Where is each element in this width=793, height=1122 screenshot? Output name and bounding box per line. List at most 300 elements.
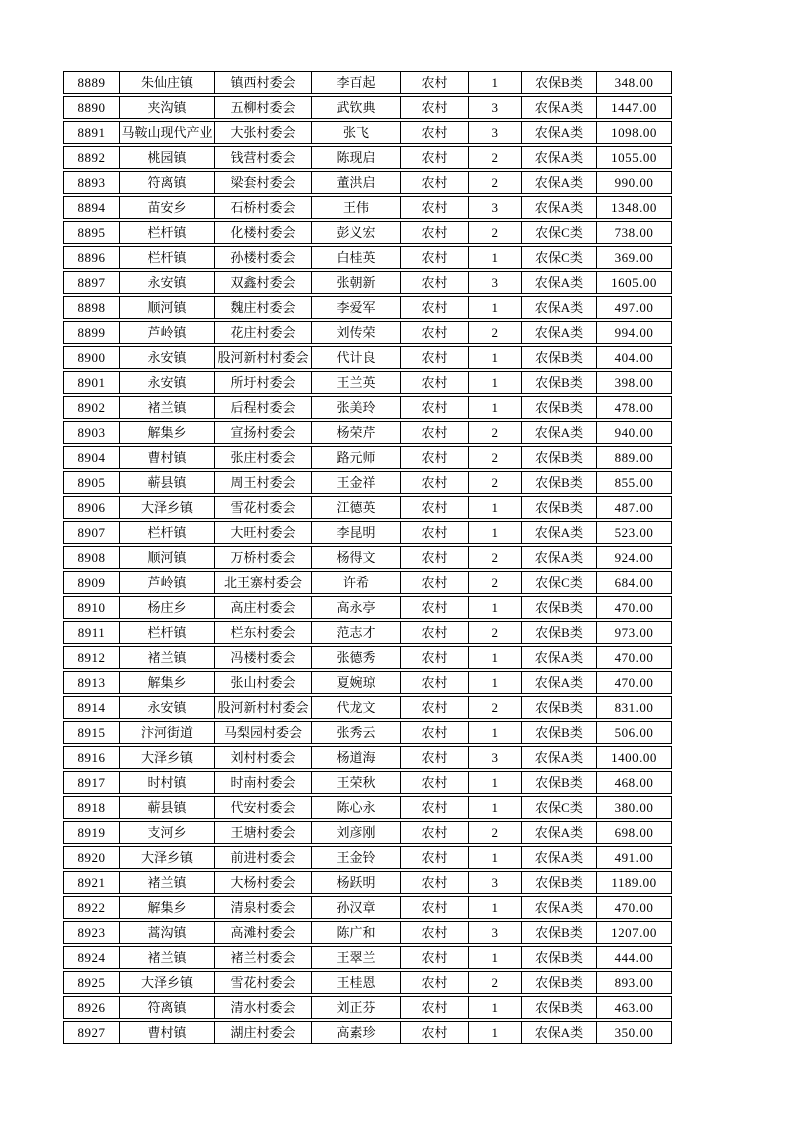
cell-town: 杨庄乡 [120,596,215,619]
cell-residence-type: 农村 [401,546,469,569]
cell-person-count: 2 [469,421,522,444]
cell-record-id: 8902 [63,396,120,419]
cell-village-committee: 魏庄村委会 [215,296,312,319]
cell-person-count: 1 [469,646,522,669]
table-row [63,171,672,194]
cell-insurance-category: 农保B类 [522,696,597,719]
cell-residence-type: 农村 [401,796,469,819]
table-row [63,321,672,344]
cell-town: 顺河镇 [120,296,215,319]
cell-person-name: 彭义宏 [312,221,401,244]
table-row [63,246,672,269]
cell-person-name: 杨得文 [312,546,401,569]
table-row [63,1021,672,1044]
cell-town: 栏杆镇 [120,221,215,244]
cell-residence-type: 农村 [401,621,469,644]
cell-town: 汴河街道 [120,721,215,744]
cell-town: 朱仙庄镇 [120,71,215,94]
cell-record-id: 8900 [63,346,120,369]
cell-village-committee: 梁套村委会 [215,171,312,194]
cell-residence-type: 农村 [401,896,469,919]
cell-amount: 1055.00 [597,146,672,169]
cell-residence-type: 农村 [401,171,469,194]
cell-insurance-category: 农保B类 [522,596,597,619]
cell-town: 芦岭镇 [120,571,215,594]
cell-town: 褚兰镇 [120,946,215,969]
cell-person-count: 1 [469,721,522,744]
cell-town: 栏杆镇 [120,521,215,544]
cell-town: 栏杆镇 [120,246,215,269]
cell-person-name: 陈广和 [312,921,401,944]
cell-insurance-category: 农保B类 [522,771,597,794]
cell-person-name: 杨跃明 [312,871,401,894]
cell-town: 蕲县镇 [120,796,215,819]
table-row [63,346,672,369]
cell-residence-type: 农村 [401,371,469,394]
cell-insurance-category: 农保B类 [522,721,597,744]
cell-insurance-category: 农保A类 [522,846,597,869]
cell-residence-type: 农村 [401,721,469,744]
cell-insurance-category: 农保A类 [522,546,597,569]
cell-record-id: 8908 [63,546,120,569]
cell-insurance-category: 农保A类 [522,146,597,169]
cell-village-committee: 双鑫村委会 [215,271,312,294]
cell-insurance-category: 农保B类 [522,346,597,369]
table-row [63,296,672,319]
cell-town: 符离镇 [120,996,215,1019]
cell-person-count: 2 [469,621,522,644]
cell-record-id: 8890 [63,96,120,119]
cell-town: 曹村镇 [120,1021,215,1044]
cell-record-id: 8905 [63,471,120,494]
cell-person-count: 2 [469,546,522,569]
cell-amount: 994.00 [597,321,672,344]
cell-residence-type: 农村 [401,871,469,894]
cell-village-committee: 王塘村委会 [215,821,312,844]
cell-record-id: 8923 [63,921,120,944]
cell-person-count: 1 [469,846,522,869]
cell-village-committee: 张山村委会 [215,671,312,694]
table-row [63,396,672,419]
cell-town: 永安镇 [120,371,215,394]
cell-insurance-category: 农保B类 [522,871,597,894]
cell-person-count: 3 [469,121,522,144]
cell-person-count: 1 [469,896,522,919]
cell-village-committee: 花庄村委会 [215,321,312,344]
cell-person-count: 3 [469,871,522,894]
cell-person-count: 3 [469,921,522,944]
cell-village-committee: 北王寨村委会 [215,571,312,594]
cell-person-count: 2 [469,171,522,194]
cell-residence-type: 农村 [401,696,469,719]
cell-residence-type: 农村 [401,671,469,694]
cell-residence-type: 农村 [401,346,469,369]
cell-amount: 444.00 [597,946,672,969]
cell-person-name: 王桂恩 [312,971,401,994]
cell-person-name: 王伟 [312,196,401,219]
cell-town: 蕲县镇 [120,471,215,494]
cell-town: 解集乡 [120,896,215,919]
table-row [63,196,672,219]
table-row [63,646,672,669]
cell-record-id: 8927 [63,1021,120,1044]
cell-residence-type: 农村 [401,71,469,94]
cell-record-id: 8891 [63,121,120,144]
cell-person-count: 1 [469,296,522,319]
cell-amount: 1348.00 [597,196,672,219]
cell-record-id: 8909 [63,571,120,594]
cell-amount: 893.00 [597,971,672,994]
cell-amount: 404.00 [597,346,672,369]
cell-amount: 478.00 [597,396,672,419]
cell-amount: 380.00 [597,796,672,819]
cell-record-id: 8924 [63,946,120,969]
cell-residence-type: 农村 [401,496,469,519]
cell-village-committee: 张庄村委会 [215,446,312,469]
table-row [63,696,672,719]
cell-amount: 1605.00 [597,271,672,294]
cell-town: 永安镇 [120,271,215,294]
cell-village-committee: 时南村委会 [215,771,312,794]
cell-village-committee: 清泉村委会 [215,896,312,919]
cell-insurance-category: 农保C类 [522,571,597,594]
cell-residence-type: 农村 [401,521,469,544]
cell-person-count: 3 [469,196,522,219]
cell-town: 解集乡 [120,671,215,694]
cell-amount: 470.00 [597,896,672,919]
cell-residence-type: 农村 [401,921,469,944]
cell-person-name: 李昆明 [312,521,401,544]
cell-residence-type: 农村 [401,221,469,244]
table-row [63,71,672,94]
cell-person-name: 杨荣芹 [312,421,401,444]
cell-insurance-category: 农保B类 [522,996,597,1019]
cell-town: 大泽乡镇 [120,496,215,519]
cell-insurance-category: 农保B类 [522,496,597,519]
cell-amount: 1207.00 [597,921,672,944]
cell-amount: 491.00 [597,846,672,869]
cell-record-id: 8920 [63,846,120,869]
cell-amount: 1400.00 [597,746,672,769]
cell-person-name: 董洪启 [312,171,401,194]
cell-person-count: 3 [469,746,522,769]
table-row [63,821,672,844]
cell-insurance-category: 农保A类 [522,271,597,294]
table-row [63,446,672,469]
cell-person-count: 1 [469,771,522,794]
cell-person-name: 江德英 [312,496,401,519]
cell-town: 马鞍山现代产业 [120,121,215,144]
table-row [63,896,672,919]
cell-town: 大泽乡镇 [120,971,215,994]
cell-record-id: 8922 [63,896,120,919]
cell-person-name: 夏婉琼 [312,671,401,694]
cell-residence-type: 农村 [401,446,469,469]
cell-residence-type: 农村 [401,846,469,869]
cell-person-count: 2 [469,971,522,994]
cell-amount: 350.00 [597,1021,672,1044]
cell-insurance-category: 农保A类 [522,296,597,319]
cell-town: 蒿沟镇 [120,921,215,944]
cell-record-id: 8926 [63,996,120,1019]
cell-residence-type: 农村 [401,96,469,119]
cell-amount: 990.00 [597,171,672,194]
cell-insurance-category: 农保A类 [522,321,597,344]
cell-town: 曹村镇 [120,446,215,469]
cell-village-committee: 所圩村委会 [215,371,312,394]
cell-person-count: 3 [469,96,522,119]
cell-person-count: 1 [469,521,522,544]
cell-village-committee: 周王村委会 [215,471,312,494]
table-row [63,996,672,1019]
cell-amount: 348.00 [597,71,672,94]
cell-village-committee: 孙楼村委会 [215,246,312,269]
cell-person-count: 1 [469,796,522,819]
cell-village-committee: 冯楼村委会 [215,646,312,669]
cell-record-id: 8895 [63,221,120,244]
cell-residence-type: 农村 [401,571,469,594]
cell-village-committee: 大张村委会 [215,121,312,144]
cell-person-name: 李爱军 [312,296,401,319]
cell-record-id: 8921 [63,871,120,894]
cell-village-committee: 宣扬村委会 [215,421,312,444]
cell-village-committee: 刘村村委会 [215,746,312,769]
cell-town: 栏杆镇 [120,621,215,644]
table-row [63,796,672,819]
cell-town: 大泽乡镇 [120,846,215,869]
cell-person-name: 刘彦刚 [312,821,401,844]
cell-record-id: 8918 [63,796,120,819]
cell-town: 芦岭镇 [120,321,215,344]
table-row [63,421,672,444]
cell-record-id: 8894 [63,196,120,219]
table-row [63,946,672,969]
cell-village-committee: 代安村委会 [215,796,312,819]
cell-village-committee: 栏东村委会 [215,621,312,644]
cell-amount: 1098.00 [597,121,672,144]
table-row [63,921,672,944]
table-row [63,221,672,244]
cell-record-id: 8919 [63,821,120,844]
cell-person-name: 代龙文 [312,696,401,719]
cell-town: 符离镇 [120,171,215,194]
cell-insurance-category: 农保A类 [522,121,597,144]
cell-amount: 463.00 [597,996,672,1019]
cell-person-name: 王金铃 [312,846,401,869]
cell-town: 永安镇 [120,346,215,369]
cell-insurance-category: 农保B类 [522,71,597,94]
cell-amount: 924.00 [597,546,672,569]
cell-person-name: 张飞 [312,121,401,144]
cell-person-count: 1 [469,671,522,694]
cell-record-id: 8912 [63,646,120,669]
cell-person-name: 范志才 [312,621,401,644]
table-row [63,121,672,144]
cell-record-id: 8916 [63,746,120,769]
cell-residence-type: 农村 [401,246,469,269]
table-row [63,971,672,994]
cell-insurance-category: 农保B类 [522,446,597,469]
cell-amount: 1189.00 [597,871,672,894]
cell-village-committee: 镇西村委会 [215,71,312,94]
cell-insurance-category: 农保A类 [522,671,597,694]
cell-village-committee: 五柳村委会 [215,96,312,119]
table-row [63,721,672,744]
cell-record-id: 8925 [63,971,120,994]
cell-insurance-category: 农保A类 [522,646,597,669]
cell-insurance-category: 农保A类 [522,421,597,444]
cell-person-count: 2 [469,146,522,169]
cell-person-count: 2 [469,321,522,344]
cell-amount: 855.00 [597,471,672,494]
cell-person-name: 李百起 [312,71,401,94]
cell-village-committee: 褚兰村委会 [215,946,312,969]
cell-record-id: 8910 [63,596,120,619]
cell-residence-type: 农村 [401,146,469,169]
cell-insurance-category: 农保A类 [522,96,597,119]
table-row [63,571,672,594]
cell-insurance-category: 农保B类 [522,371,597,394]
cell-residence-type: 农村 [401,946,469,969]
cell-residence-type: 农村 [401,121,469,144]
cell-insurance-category: 农保A类 [522,896,597,919]
cell-residence-type: 农村 [401,596,469,619]
cell-village-committee: 万桥村委会 [215,546,312,569]
cell-record-id: 8901 [63,371,120,394]
cell-person-count: 1 [469,996,522,1019]
cell-person-name: 路元师 [312,446,401,469]
cell-record-id: 8892 [63,146,120,169]
cell-town: 顺河镇 [120,546,215,569]
cell-village-committee: 马梨园村委会 [215,721,312,744]
cell-record-id: 8917 [63,771,120,794]
cell-person-name: 刘正芬 [312,996,401,1019]
cell-person-name: 王翠兰 [312,946,401,969]
cell-town: 苗安乡 [120,196,215,219]
cell-amount: 698.00 [597,821,672,844]
cell-person-name: 高永亭 [312,596,401,619]
cell-insurance-category: 农保B类 [522,621,597,644]
cell-person-count: 1 [469,246,522,269]
cell-record-id: 8896 [63,246,120,269]
cell-village-committee: 股河新村村委会 [215,346,312,369]
cell-amount: 470.00 [597,671,672,694]
cell-amount: 398.00 [597,371,672,394]
table-row [63,496,672,519]
cell-town: 永安镇 [120,696,215,719]
cell-amount: 470.00 [597,596,672,619]
cell-insurance-category: 农保B类 [522,396,597,419]
cell-town: 时村镇 [120,771,215,794]
cell-person-name: 王兰英 [312,371,401,394]
cell-person-count: 1 [469,346,522,369]
cell-amount: 889.00 [597,446,672,469]
cell-town: 桃园镇 [120,146,215,169]
cell-village-committee: 雪花村委会 [215,496,312,519]
cell-amount: 1447.00 [597,96,672,119]
cell-village-committee: 钱营村委会 [215,146,312,169]
cell-record-id: 8914 [63,696,120,719]
table-row [63,471,672,494]
cell-record-id: 8889 [63,71,120,94]
cell-amount: 831.00 [597,696,672,719]
cell-insurance-category: 农保B类 [522,971,597,994]
cell-person-name: 张德秀 [312,646,401,669]
cell-village-committee: 前进村委会 [215,846,312,869]
cell-person-count: 2 [469,821,522,844]
cell-amount: 738.00 [597,221,672,244]
cell-person-name: 刘传荣 [312,321,401,344]
cell-residence-type: 农村 [401,996,469,1019]
cell-residence-type: 农村 [401,746,469,769]
cell-residence-type: 农村 [401,271,469,294]
cell-residence-type: 农村 [401,971,469,994]
cell-village-committee: 高庄村委会 [215,596,312,619]
table-row [63,371,672,394]
cell-residence-type: 农村 [401,471,469,494]
cell-amount: 497.00 [597,296,672,319]
cell-person-count: 1 [469,946,522,969]
cell-town: 解集乡 [120,421,215,444]
table-row [63,771,672,794]
cell-person-name: 陈现启 [312,146,401,169]
cell-person-count: 1 [469,71,522,94]
cell-village-committee: 后程村委会 [215,396,312,419]
table-row [63,871,672,894]
cell-amount: 940.00 [597,421,672,444]
cell-village-committee: 高滩村委会 [215,921,312,944]
cell-person-count: 3 [469,271,522,294]
cell-person-name: 白桂英 [312,246,401,269]
cell-village-committee: 雪花村委会 [215,971,312,994]
table-row [63,146,672,169]
table-row [63,546,672,569]
cell-residence-type: 农村 [401,296,469,319]
cell-residence-type: 农村 [401,321,469,344]
table-row [63,96,672,119]
cell-record-id: 8897 [63,271,120,294]
table-row [63,596,672,619]
cell-person-count: 1 [469,371,522,394]
cell-person-name: 张朝新 [312,271,401,294]
cell-amount: 684.00 [597,571,672,594]
cell-residence-type: 农村 [401,646,469,669]
cell-village-committee: 大杨村委会 [215,871,312,894]
cell-village-committee: 湖庄村委会 [215,1021,312,1044]
cell-town: 褚兰镇 [120,871,215,894]
cell-amount: 468.00 [597,771,672,794]
cell-person-count: 1 [469,1021,522,1044]
table-row [63,671,672,694]
cell-amount: 470.00 [597,646,672,669]
cell-person-count: 2 [469,446,522,469]
cell-person-name: 王荣秋 [312,771,401,794]
cell-village-committee: 清水村委会 [215,996,312,1019]
cell-town: 支河乡 [120,821,215,844]
cell-record-id: 8913 [63,671,120,694]
cell-person-count: 2 [469,571,522,594]
cell-insurance-category: 农保C类 [522,246,597,269]
cell-insurance-category: 农保A类 [522,196,597,219]
cell-insurance-category: 农保A类 [522,171,597,194]
cell-person-name: 王金祥 [312,471,401,494]
cell-residence-type: 农村 [401,771,469,794]
cell-amount: 487.00 [597,496,672,519]
cell-town: 大泽乡镇 [120,746,215,769]
cell-amount: 506.00 [597,721,672,744]
cell-person-name: 张秀云 [312,721,401,744]
cell-person-name: 孙汉章 [312,896,401,919]
